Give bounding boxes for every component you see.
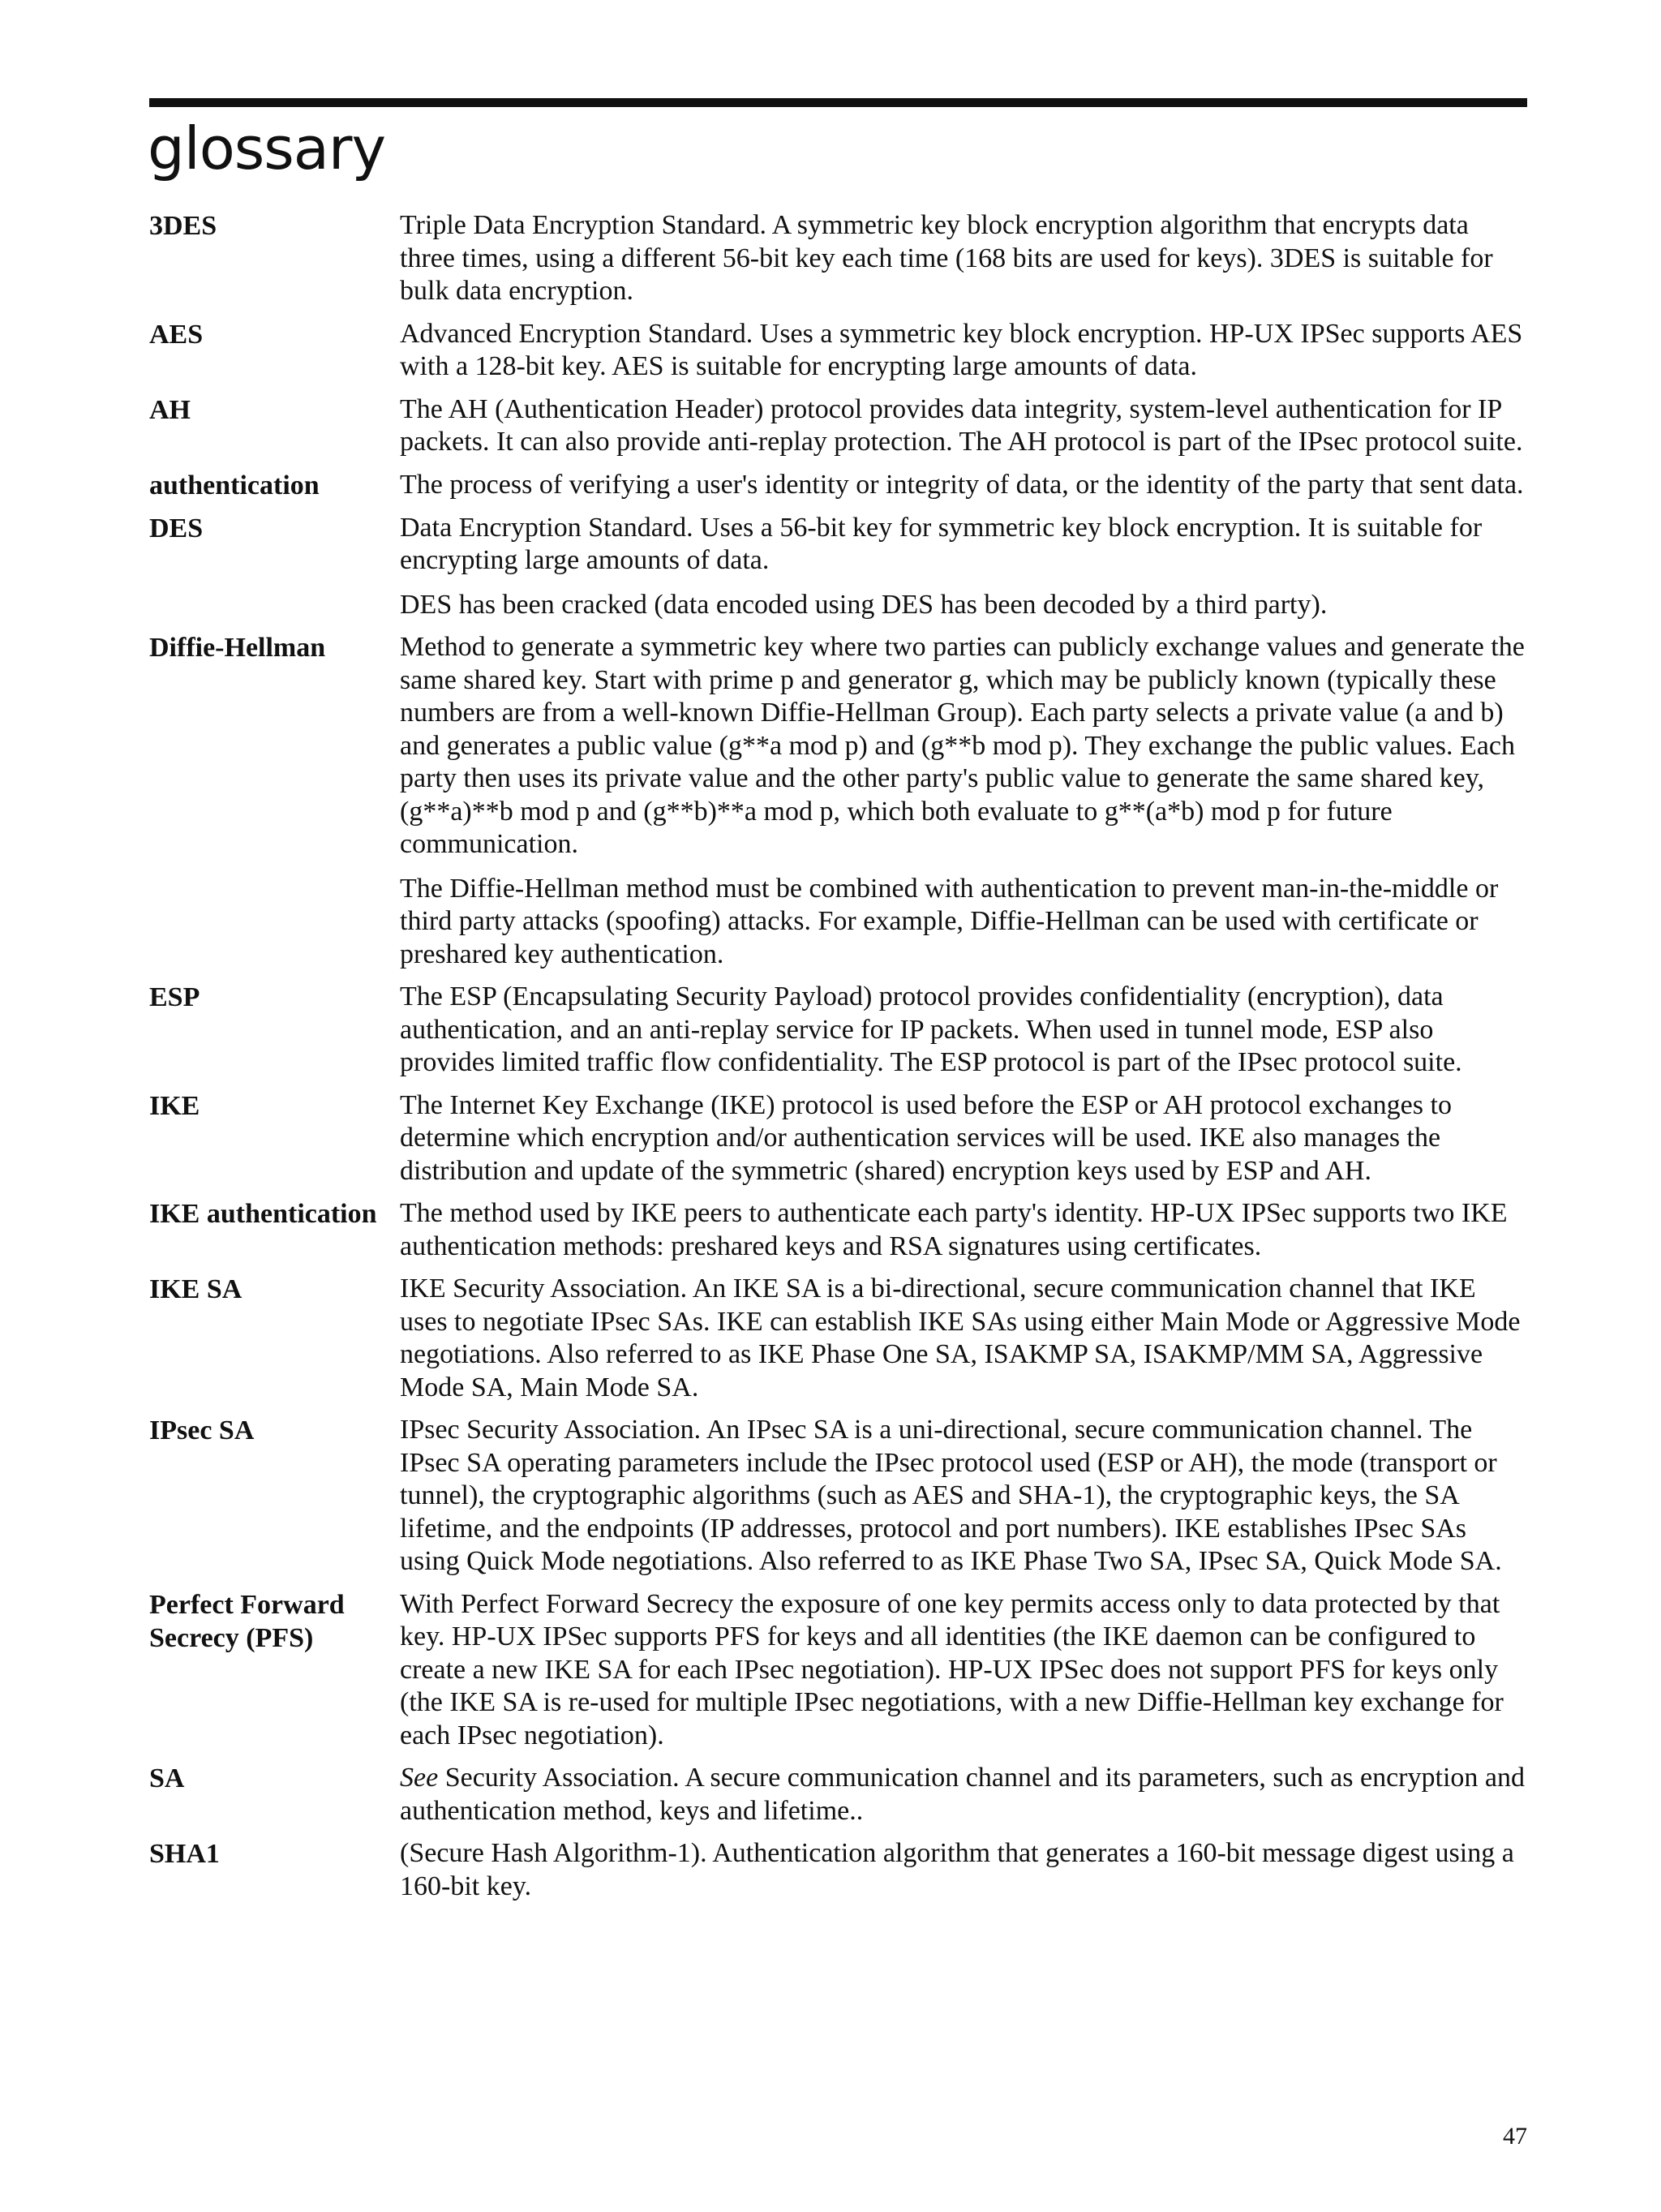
glossary-definition bbox=[400, 1762, 1527, 1828]
glossary-definition: The method used by IKE peers to authenticate each party's identity. HP-UX IPSec supports two IKE authentication methods: preshared keys and RSA signatures using certificates. bbox=[400, 1198, 1508, 1261]
header-rule bbox=[149, 98, 1527, 107]
glossary-term: Perfect Forward Secrecy (PFS) bbox=[149, 1589, 345, 1653]
glossary-entry bbox=[149, 1273, 1527, 1404]
glossary-definition: (Secure Hash Algorithm-1). Authentication algorithm that generates a 160-bit message digest using a 160-bit key. bbox=[400, 1838, 1514, 1901]
glossary-term: 3DES bbox=[149, 211, 217, 241]
glossary-definition: Triple Data Encryption Standard. A symmetric key block encryption algorithm that encrypts data three times, using a different 56-bit key each time (168 bits are used for keys). 3DES is suitable for bulk data encryption. bbox=[400, 210, 1493, 306]
see-reference: See bbox=[400, 1763, 439, 1793]
glossary-entry bbox=[149, 1414, 1527, 1578]
glossary-definitions bbox=[400, 469, 1527, 502]
glossary-definition: The AH (Authentication Header) protocol provides data integrity, system-level authentication for IP packets. It can also provide anti-replay protection. The AH protocol is part of the IPsec protocol suite. bbox=[400, 393, 1523, 457]
glossary-term: SHA1 bbox=[149, 1839, 220, 1869]
glossary-term: AH bbox=[149, 394, 191, 425]
glossary-definitions bbox=[400, 631, 1527, 971]
glossary-term: SA bbox=[149, 1763, 185, 1793]
page-title: glossary bbox=[148, 114, 386, 183]
glossary-term: IKE authentication bbox=[149, 1199, 377, 1229]
glossary-definitions bbox=[400, 393, 1527, 459]
glossary-term: authentication bbox=[149, 470, 320, 500]
glossary-list bbox=[149, 209, 1527, 1913]
glossary-definition: The process of verifying a user's identity or integrity of data, or the identity of the party that sent data. bbox=[400, 469, 1524, 500]
glossary-entry bbox=[149, 631, 1527, 971]
glossary-definition: IPsec Security Association. An IPsec SA is a uni-directional, secure communication channel. The IPsec SA operating parameters include the IPsec protocol used (ESP or AH), the mode (transport or tunnel), the cryptographic algorithms (such as AES and SHA-1), the cryptographic keys, the SA lifetime, and the endpoints (IP addresses, protocol and port numbers). IKE establishes IPsec SAs using Quick Mode negotiations. Also referred to as IKE Phase Two SA, IPsec SA, Quick Mode SA. bbox=[400, 1415, 1502, 1576]
glossary-definitions bbox=[400, 1762, 1527, 1828]
glossary-term: IKE bbox=[149, 1090, 200, 1121]
glossary-term: DES bbox=[149, 513, 204, 543]
glossary-definitions bbox=[400, 1273, 1527, 1404]
glossary-entry bbox=[149, 469, 1527, 502]
glossary-definition: The Diffie-Hellman method must be combined with authentication to prevent man-in-the-middle or third party attacks (spoofing) attacks. For example, Diffie-Hellman can be used with certificate or preshared key authentication. bbox=[400, 873, 1499, 969]
glossary-entry bbox=[149, 1837, 1527, 1903]
glossary-term: AES bbox=[149, 319, 204, 350]
glossary-entry bbox=[149, 209, 1527, 308]
glossary-definitions bbox=[400, 512, 1527, 622]
glossary-entry bbox=[149, 981, 1527, 1080]
glossary-definition: Method to generate a symmetric key where two parties can publicly exchange values and generate the same shared key. Start with prime p and generator g, which may be publicly known (typically these numbers are from a well-known Diffie-Hellman Group). Each party selects a private value (a and b) and generates a public value (g**a mod p) and (g**b mod p). They exchange the public values. Each party then uses its private value and the other party's public value to generate the same shared key, (g**a)**b mod p and (g**b)**a mod p, which both evaluate to g**(a*b) mod p for future communication. bbox=[400, 632, 1525, 859]
glossary-definitions bbox=[400, 1588, 1527, 1753]
glossary-entry bbox=[149, 1197, 1527, 1263]
page-number: 47 bbox=[1503, 2123, 1527, 2150]
glossary-definitions bbox=[400, 1837, 1527, 1903]
glossary-term: ESP bbox=[149, 982, 200, 1012]
glossary-term: IKE SA bbox=[149, 1274, 242, 1304]
glossary-entry bbox=[149, 318, 1527, 384]
glossary-entry bbox=[149, 1089, 1527, 1188]
glossary-definitions bbox=[400, 1414, 1527, 1578]
glossary-definitions bbox=[400, 1197, 1527, 1263]
glossary-entry bbox=[149, 1762, 1527, 1828]
glossary-definitions bbox=[400, 318, 1527, 384]
definition-text: Security Association. A secure communication channel and its parameters, such as encryption and authentication method, keys and lifetime.. bbox=[400, 1763, 1525, 1826]
glossary-entry bbox=[149, 512, 1527, 622]
glossary-definition: Advanced Encryption Standard. Uses a symmetric key block encryption. HP-UX IPSec supports AES with a 128-bit key. AES is suitable for encrypting large amounts of data. bbox=[400, 318, 1523, 381]
glossary-definition: The ESP (Encapsulating Security Payload) protocol provides confidentiality (encryption), data authentication, and an anti-replay service for IP packets. When used in tunnel mode, ESP also provides limited traffic flow confidentiality. The ESP protocol is part of the IPsec protocol suite. bbox=[400, 981, 1462, 1077]
glossary-entry bbox=[149, 393, 1527, 459]
glossary-definitions bbox=[400, 209, 1527, 308]
glossary-term: Diffie-Hellman bbox=[149, 633, 326, 663]
glossary-entry bbox=[149, 1588, 1527, 1753]
glossary-definitions bbox=[400, 1089, 1527, 1188]
glossary-definition: With Perfect Forward Secrecy the exposure of one key permits access only to data protected by that key. HP-UX IPSec supports PFS for keys and all identities (the IKE daemon can be configured to create a new IKE SA for each IPsec negotiation). HP-UX IPSec does not support PFS for keys only (the IKE SA is re-used for multiple IPsec negotiations, with a new Diffie-Hellman key exchange for each IPsec negotiation). bbox=[400, 1588, 1504, 1750]
glossary-definition: IKE Security Association. An IKE SA is a bi-directional, secure communication channel that IKE uses to negotiate IPsec SAs. IKE can establish IKE SAs using either Main Mode or Aggressive Mode negotiations. Also referred to as IKE Phase One SA, ISAKMP SA, ISAKMP/MM SA, Aggressive Mode SA, Main Mode SA. bbox=[400, 1274, 1521, 1402]
glossary-definition: The Internet Key Exchange (IKE) protocol is used before the ESP or AH protocol exchanges to determine which encryption and/or authentication services will be used. IKE also manages the distribution and update of the symmetric (shared) encryption keys used by ESP and AH. bbox=[400, 1089, 1452, 1186]
glossary-definition: Data Encryption Standard. Uses a 56-bit key for symmetric key block encryption. It is suitable for encrypting large amounts of data. bbox=[400, 512, 1483, 575]
glossary-definition: DES has been cracked (data encoded using DES has been decoded by a third party). bbox=[400, 589, 1328, 620]
glossary-term: IPsec SA bbox=[149, 1415, 255, 1445]
glossary-definitions bbox=[400, 981, 1527, 1080]
